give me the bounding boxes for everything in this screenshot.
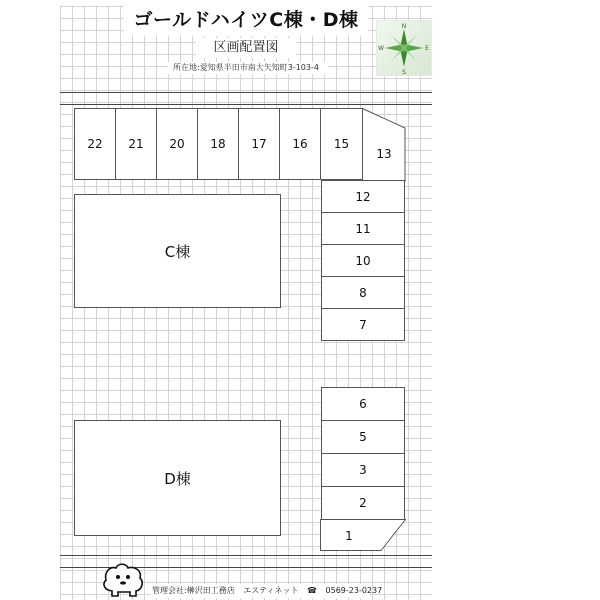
phone-number: 0569-23-0237 <box>325 586 383 595</box>
road-line-top-1 <box>60 92 432 93</box>
parking-slot-21: 21 <box>115 108 157 180</box>
compass-n-label: N <box>401 23 407 30</box>
parking-slot-10: 10 <box>321 244 405 277</box>
parking-slot-20: 20 <box>156 108 198 180</box>
management-company: 管理会社:榊沢田工務店 <box>152 586 235 595</box>
parking-slot-1-label: 1 <box>345 529 353 543</box>
compass-e-label: E <box>425 45 429 52</box>
address-text: 所在地:愛知県半田市南大矢知町3-103-4 <box>173 63 319 72</box>
parking-slot-22: 22 <box>74 108 116 180</box>
compass-graphic <box>377 21 431 75</box>
road-line-bottom-1 <box>60 555 432 556</box>
compass-s-label: S <box>402 69 406 75</box>
phone-icon: ☎ <box>307 586 317 595</box>
page-title: ゴールドハイツC棟・D棟 <box>133 9 359 31</box>
parking-slot-13-label: 13 <box>376 147 392 161</box>
parking-slot-8: 8 <box>321 276 405 309</box>
compass-w-label: W <box>378 45 384 52</box>
building-d: D棟 <box>74 420 281 536</box>
page-subtitle: 区画配置図 <box>213 40 279 55</box>
parking-slot-17: 17 <box>238 108 280 180</box>
parking-slot-15: 15 <box>320 108 363 180</box>
mascot-icon <box>100 560 146 598</box>
parking-slot-16: 16 <box>279 108 321 180</box>
parking-slot-7: 7 <box>321 308 405 341</box>
brand-name: エスティネット <box>243 586 299 595</box>
road-line-top-2 <box>60 104 432 105</box>
parking-slot-13 <box>362 108 406 182</box>
parking-slot-5: 5 <box>321 420 405 454</box>
parking-slot-1 <box>320 519 406 551</box>
compass-rose-icon <box>376 20 432 76</box>
parking-slot-12: 12 <box>321 180 405 213</box>
parking-slot-3: 3 <box>321 453 405 487</box>
parking-slot-2: 2 <box>321 486 405 520</box>
footer-contact <box>152 585 388 597</box>
parking-slot-11: 11 <box>321 212 405 245</box>
parking-slot-18: 18 <box>197 108 239 180</box>
parking-slot-6: 6 <box>321 387 405 421</box>
parking-slot-1-outline <box>321 520 406 551</box>
parking-slot-13-outline <box>363 109 406 182</box>
building-c: C棟 <box>74 194 281 308</box>
